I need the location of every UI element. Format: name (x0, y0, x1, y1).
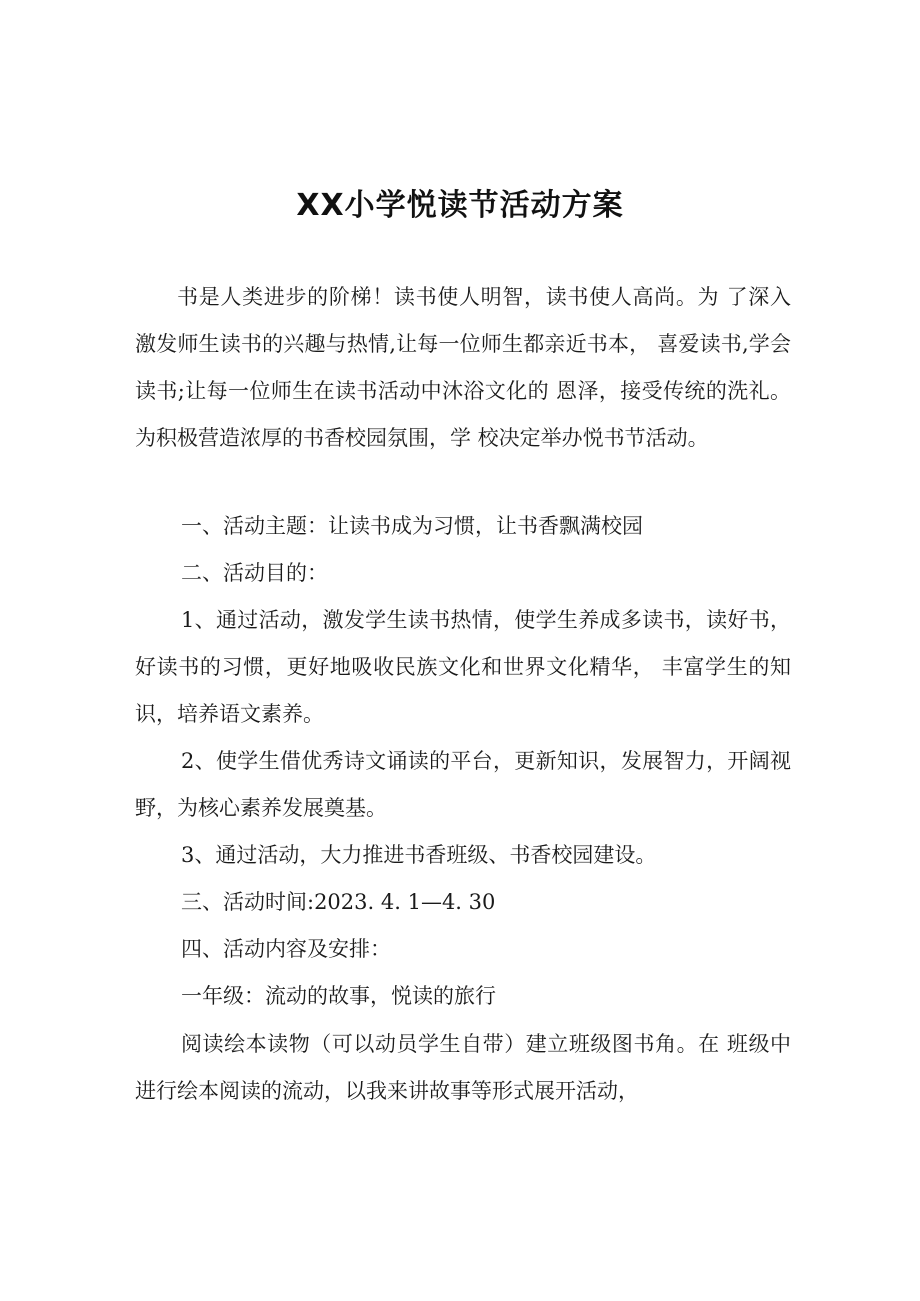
activity-theme: 一、活动主题：让读书成为习惯，让书香飘满校园 (181, 514, 643, 538)
content-heading: 四、活动内容及安排： (181, 937, 391, 961)
purpose-heading: 二、活动目的： (181, 561, 328, 585)
document-title: XX小学悦读节活动方案 (296, 188, 624, 223)
purpose-item-2: 2、使学生借优秀诗文诵读的平台，更新知识，发展智力，开阔视野，为核心素养发展奠基。 (135, 749, 791, 820)
grade1-heading: 一年级：流动的故事，悦读的旅行 (181, 984, 496, 1008)
activity-time: 三、活动时间:2023. 4. 1—4. 30 (181, 890, 496, 914)
intro-paragraph: 书是人类进步的阶梯！读书使人明智，读书使人高尚。为 了深入激发师生读书的兴趣与热情,让每一位师生都亲近书本， 喜爱读书,学会读书;让每一位师生在读书活动中沐浴文化的 恩泽，接受传统的洗礼。为积极营造浓厚的书香校园氛围，学 校决定举办悦书节活动。 (135, 285, 791, 450)
purpose-item-3: 3、通过活动，大力推进书香班级、书香校园建设。 (181, 843, 657, 867)
purpose-item-1: 1、通过活动，激发学生读书热情，使学生养成多读书，读好书，好读书的习惯，更好地吸收民族文化和世界文化精华， 丰富学生的知识，培养语文素养。 (135, 608, 791, 726)
grade1-paragraph: 阅读绘本读物（可以动员学生自带）建立班级图书角。在 班级中进行绘本阅读的流动，以我来讲故事等形式展开活动， (135, 1032, 791, 1103)
